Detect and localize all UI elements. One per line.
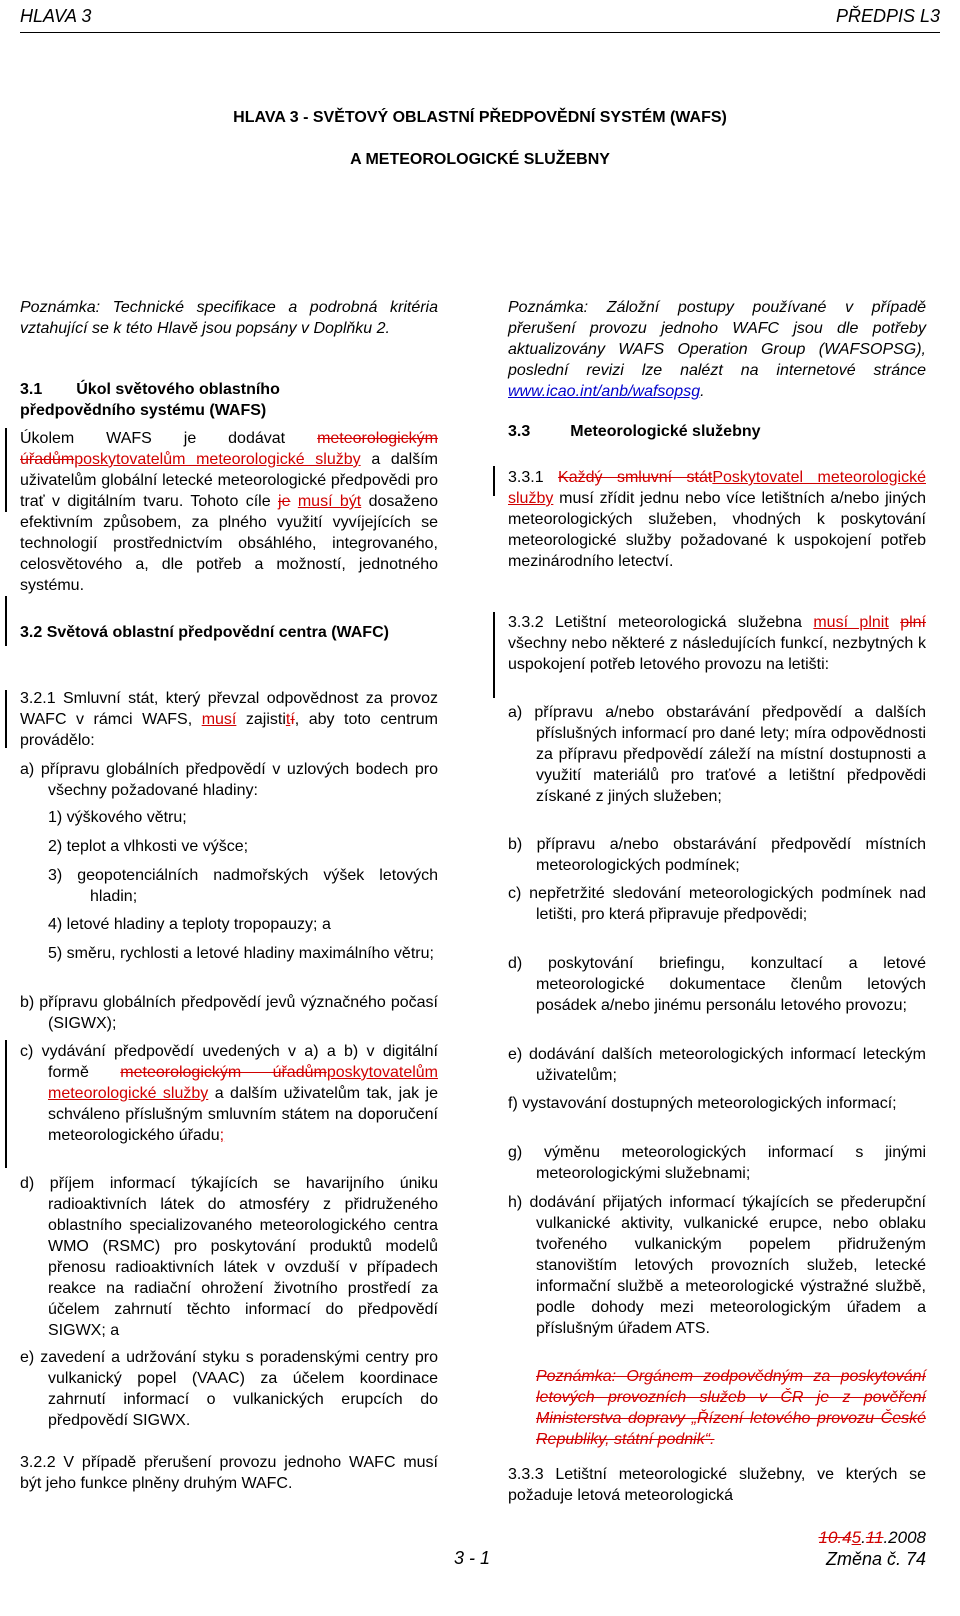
change-bar: [5, 690, 7, 748]
item-b-sigwx: b) přípravu globálních předpovědí jevů význačného počasí (SIGWX);: [20, 994, 438, 1032]
change-bar: [5, 428, 7, 512]
item-a-3: 3) geopotenciálních nadmořských výšek letových hladin;: [48, 867, 438, 905]
duty-d: d) poskytování briefingu, konzultací a letové meteorologické dokumentace členům letových posádek a/nebo jinému personálu letového provozu;: [508, 955, 926, 1014]
header-rule: [20, 32, 940, 33]
item-a-1: 1) výškového větru;: [48, 809, 187, 826]
item-c-distribution: c) vydávání předpovědí uvedených v a) a b) v digitální formě meteorologickým úřadůmposkytovatelům meteorologické služby a dalším uživatelům tak, jak je schváleno příslušným smluvním státem na doporučení meteorologického úřadu;: [20, 1043, 439, 1144]
section-3-2-heading: 3.2 Světová oblastní předpovědní centra (WAFC): [20, 624, 389, 641]
change-bar: [5, 1040, 7, 1168]
section-3-1-heading: 3.1 Úkol světového oblastního předpovědního systému (WAFS): [20, 381, 280, 419]
change-bar: [493, 466, 495, 496]
item-d-radioactive: d) příjem informací týkajících se havarijního úniku radioaktivních látek do atmosféry z přidruženého oblastního specializovaného meteorologického centra WMO (RSMC) pro poskytování produktů modelů přenosu radioaktivních látek v ovzduší v případech reakce na radiační ohrožení životního prostředí za účelem zahrnutí těchto informací do předpovědí SIGWX; a: [20, 1175, 438, 1339]
running-header-chapter: HLAVA 3: [20, 6, 92, 26]
note-appendix: Poznámka: Technické specifikace a podrobná kritéria vztahující se k této Hlavě jsou popsány v Doplňku 2.: [20, 299, 438, 337]
change-bar: [5, 596, 7, 646]
duty-e: e) dodávání dalších meteorologických informací leteckým uživatelům;: [508, 1046, 926, 1084]
duty-a: a) přípravu a/nebo obstarávání předpovědí a dalších příslušných informací pro dané lety; míra odpovědnosti za přípravu předpovědí záleží na místní dostupnosti a využití materiálů pro traťové a letištní předpovědi získané z jiných služeben;: [508, 704, 926, 805]
footer-date: 10.45.11.2008: [818, 1528, 926, 1547]
section-3-1-text: Úkolem WAFS je dodávat meteorologickým úřadůmposkytovatelům meteorologické služby a dalším uživatelům globální letecké meteorologické předpovědi pro trať v digitálním tvaru. Tohoto cíle je musí být dosaženo efektivním způsobem, za plného využití vyvíjejících se technologií prostřednictvím obsáhlého, integrovaného, celosvětového a, dle potřeb a možností, jednotného systému.: [20, 430, 439, 594]
item-e-vaac: e) zavedení a udržování styku s poradenskými centry pro vulkanický popel (VAAC) za účelem koordinace zahrnutí informací o vulkanických erupcích do předpovědí SIGWX.: [20, 1349, 438, 1429]
wafsopsg-link[interactable]: www.icao.int/anb/wafsopsg: [508, 383, 701, 400]
change-number: Změna č. 74: [825, 1549, 926, 1569]
page-number: 3 - 1: [454, 1548, 491, 1568]
duty-b: b) přípravu a/nebo obstarávání předpovědí místních meteorologických podmínek;: [508, 836, 926, 874]
change-bar: [493, 612, 495, 698]
section-3-3-heading: 3.3 Meteorologické služebny: [508, 423, 761, 440]
note-atc-provider: Poznámka: Orgánem zodpovědným za poskytování letových provozních služeb v ČR je z pověření Ministerstva dopravy „Řízení letového provozu České Republiky, státní podnik“.: [536, 1368, 926, 1448]
duty-c: c) nepřetržité sledování meteorologických podmínek nad letišti, pro která připravuje předpovědi;: [508, 885, 926, 923]
duty-f: f) vystavování dostupných meteorologických informací;: [508, 1095, 897, 1112]
duty-g: g) výměnu meteorologických informací s jinými meteorologickými služebnami;: [508, 1144, 926, 1182]
duty-h: h) dodávání přijatých informací týkajících se přederupční vulkanické aktivity, vulkanické erupce, nebo oblaku tvořeného vulkanickým popelem přidruženým stanovištím letových provozních služeb, letecké informační službě a meteorologické výstražné službě, podle dohody mezi meteorologickým úřadem a příslušným úřadem ATS.: [508, 1194, 926, 1337]
running-header-regulation: PŘEDPIS L3: [835, 6, 940, 26]
para-3-2-1: 3.2.1 Smluvní stát, který převzal odpovědnost za provoz WAFC v rámci WAFS, musí zajistití, aby toto centrum provádělo:: [20, 690, 438, 749]
para-3-3-1: 3.3.1 Každý smluvní státPoskytovatel meteorologické služby musí zřídit jednu nebo více letištních a/nebo jiných meteorologických služeben, vhodných k poskytování meteorologické služby požadované k uspokojení potřeb mezinárodního letectví.: [508, 469, 926, 570]
item-a-forecasts: a) přípravu globálních předpovědí v uzlových bodech pro všechny požadované hladiny:: [20, 761, 438, 799]
note-wafsopsg: Poznámka: Záložní postupy používané v případě přerušení provozu jednoho WAFC jsou dle potřeby aktualizovány WAFS Operation Group (WAFSOPSG), poslední revizi lze nalézt na internetové stránce www.icao.int/anb/wafsopsg.: [508, 299, 926, 400]
item-a-4: 4) letové hladiny a teploty tropopauzy; a: [48, 916, 331, 933]
para-3-2-2: 3.2.2 V případě přerušení provozu jednoho WAFC musí být jeho funkce plněny druhým WAFC.: [20, 1454, 438, 1492]
chapter-title: HLAVA 3 - SVĚTOVÝ OBLASTNÍ PŘEDPOVĚDNÍ SYSTÉM (WAFS): [233, 109, 727, 126]
chapter-subtitle: A METEOROLOGICKÉ SLUŽEBNY: [350, 151, 610, 168]
item-a-5: 5) směru, rychlosti a letové hladiny maximálního větru;: [48, 945, 434, 962]
para-3-3-2: 3.3.2 Letištní meteorologická služebna musí plnit plní všechny nebo některé z následujících funkcí, nezbytných k uspokojení potřeb letového provozu na letišti:: [508, 614, 926, 673]
para-3-3-3: 3.3.3 Letištní meteorologické služebny, ve kterých se požaduje letová meteorologická: [508, 1466, 926, 1504]
item-a-2: 2) teplot a vlhkosti ve výšce;: [48, 838, 249, 855]
